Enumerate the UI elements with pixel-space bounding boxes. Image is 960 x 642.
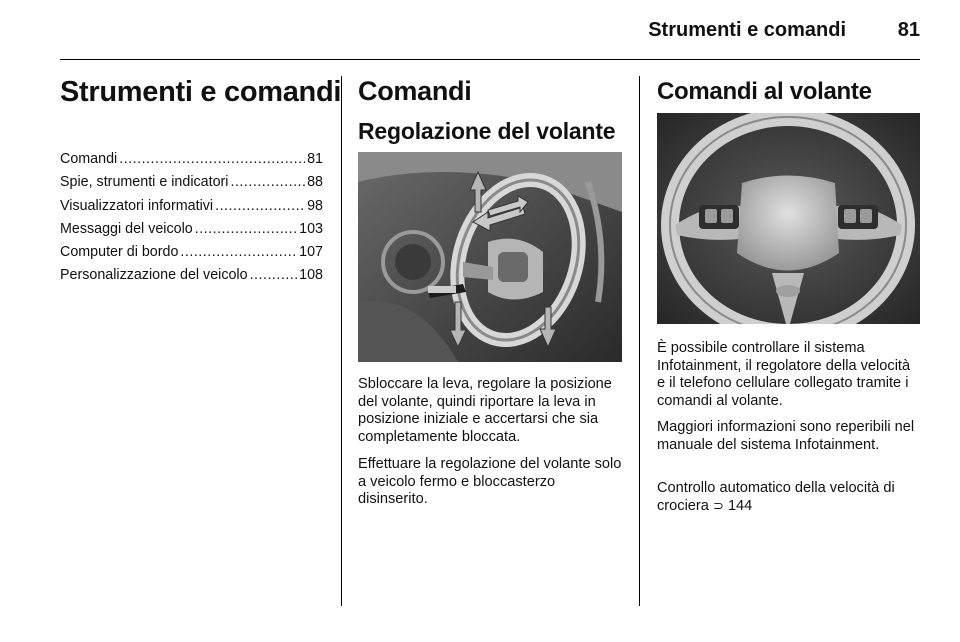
cruise-control-page-link[interactable]: 144 [727, 497, 753, 514]
subsection-title-regolazione: Regolazione del volante [358, 118, 616, 144]
controls-paragraph-3 [657, 480, 920, 515]
toc-entry-page: 107 [299, 244, 323, 261]
toc-entry-page: 108 [299, 267, 323, 284]
toc-leader [119, 151, 305, 167]
toc-entry[interactable] [60, 244, 323, 267]
cruise-control-text: Controllo automatico della velocità di crociera [657, 480, 895, 514]
adjustment-paragraph-1: Sbloccare la leva, regolare la posizione del volante, quindi riportare la leva in posizione iniziale e accertarsi che sia completamente bloccata. [358, 376, 612, 445]
toc-entry-label: Visualizzatori informativi [60, 197, 214, 214]
toc-entry-page: 81 [307, 151, 323, 167]
toc-entry-page: 103 [299, 220, 323, 237]
toc-entry-label: Comandi [60, 151, 118, 167]
section-title-comandi: Comandi [358, 76, 472, 106]
toc-entry[interactable] [60, 174, 323, 197]
toc-entry-page: 98 [307, 197, 323, 214]
controls-paragraph-2: Maggiori informazioni sono reperibili nel manuale del sistema Infotainment. [657, 419, 915, 453]
controls-paragraph-1: È possibile controllare il sistema Infotainment, il regolatore della velocità e il telefono cellulare collegato tramite i comandi al volante. [657, 340, 911, 409]
toc-leader [195, 221, 297, 237]
toc-entry-label: Messaggi del veicolo [60, 220, 193, 237]
toc-entry[interactable] [60, 221, 323, 244]
toc-entry[interactable] [60, 151, 323, 174]
column-divider-right [639, 76, 640, 606]
page-reference-arrow-icon: ⊃ [712, 498, 724, 514]
toc-leader [230, 174, 305, 190]
toc-entry[interactable] [60, 267, 323, 290]
adjustment-paragraph-2: Effettuare la regolazione del volante solo a veicolo fermo e bloccasterzo disinserito. [358, 456, 622, 508]
chapter-title: Strumenti e comandi [60, 76, 342, 108]
toc-entry-page: 88 [307, 174, 323, 191]
running-header-title: Strumenti e comandi [648, 19, 846, 41]
table-of-contents [60, 151, 323, 291]
toc-leader [215, 198, 305, 214]
steering-wheel-adjustment-illustration [358, 152, 622, 362]
toc-entry-label: Personalizzazione del veicolo [60, 267, 248, 284]
steering-wheel-controls-illustration [657, 113, 920, 324]
page-number: 81 [897, 19, 920, 41]
column-divider-left [341, 76, 342, 606]
toc-entry[interactable] [60, 198, 323, 221]
toc-entry-label: Computer di bordo [60, 244, 179, 261]
toc-entry-label: Spie, strumenti e indicatori [60, 174, 229, 191]
header-rule [60, 59, 920, 60]
toc-leader [250, 267, 298, 283]
toc-leader [180, 244, 297, 260]
section-title-comandi-al-volante: Comandi al volante [657, 78, 872, 105]
